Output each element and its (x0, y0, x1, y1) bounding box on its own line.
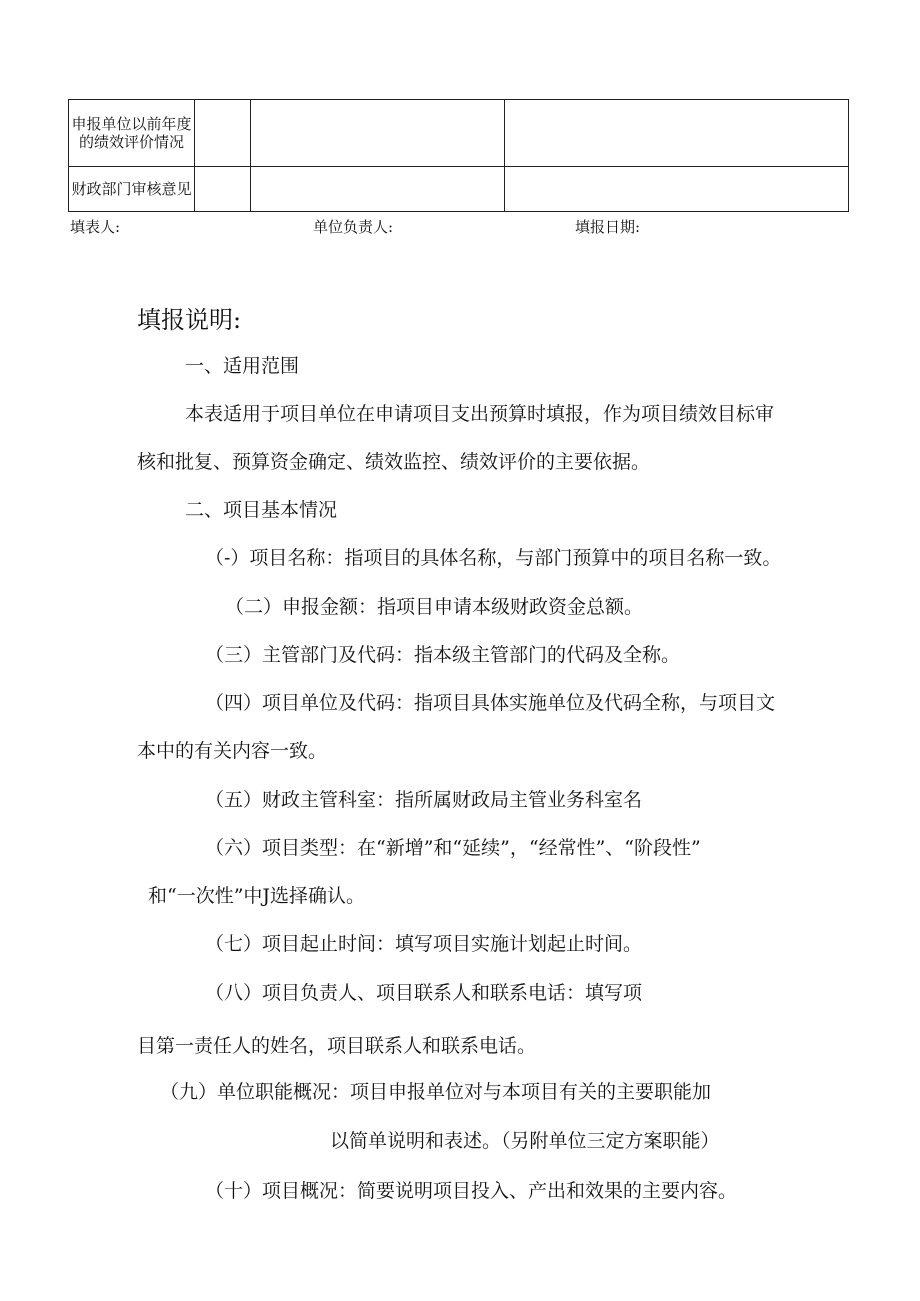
table-cell (195, 100, 251, 167)
fill-date-label: 填报日期: (575, 218, 641, 236)
table-cell (195, 167, 251, 212)
item-line: （七）项目起止时间：填写项目实施计划起止时间。 (205, 933, 643, 955)
item-line: （六）项目类型：在“新增”和“延续”，“经常性”、“阶段性” (205, 837, 701, 859)
item-line: （五）财政主管科室：指所属财政局主管业务科室名 (205, 789, 643, 811)
table-cell (505, 167, 849, 212)
item-line: （九）单位职能概况：项目申报单位对与本项目有关的主要职能加 (160, 1081, 712, 1103)
instructions-title: 填报说明: (137, 306, 242, 334)
item-line: 本中的有关内容一致。 (137, 740, 328, 762)
section-heading: 二、项目基本情况 (185, 499, 338, 521)
paragraph-line: 本表适用于项目单位在申请项目支出预算时填报，作为项目绩效目标审 (185, 403, 775, 425)
item-line: （三）主管部门及代码：指本级主管部门的代码及全称。 (205, 644, 681, 666)
table-cell (251, 100, 505, 167)
item-line: （四）项目单位及代码：指项目具体实施单位及代码全称，与项目文 (205, 692, 776, 714)
table-row (69, 100, 849, 167)
table-cell (251, 167, 505, 212)
item-line: 目第一责任人的姓名，项目联系人和联系电话。 (137, 1035, 537, 1057)
section-heading: 一、适用范围 (185, 355, 300, 377)
filler-label: 填表人: (70, 218, 121, 236)
performance-table (68, 99, 849, 212)
item-line: （八）项目负责人、项目联系人和联系电话：填写项 (205, 982, 643, 1004)
item-line: 以简单说明和表述。（另附单位三定方案职能） (330, 1130, 720, 1152)
paragraph-line: 核和批复、预算资金确定、绩效监控、绩效评价的主要依据。 (137, 451, 651, 473)
item-line: 和“一次性”中J选择确认。 (148, 885, 366, 907)
row-label: 财政部门审核意见 (69, 167, 195, 212)
unit-head-label: 单位负责人: (313, 218, 394, 236)
table-row (69, 167, 849, 212)
item-line: （二）申报金额：指项目申请本级财政资金总额。 (225, 596, 644, 618)
item-line: （十）项目概况：简要说明项目投入、产出和效果的主要内容。 (205, 1180, 738, 1202)
row-label: 申报单位以前年度的绩效评价情况 (69, 100, 195, 167)
table-cell (505, 100, 849, 167)
item-line: （-）项目名称：指项目的具体名称，与部门预算中的项目名称一致。 (205, 547, 782, 569)
